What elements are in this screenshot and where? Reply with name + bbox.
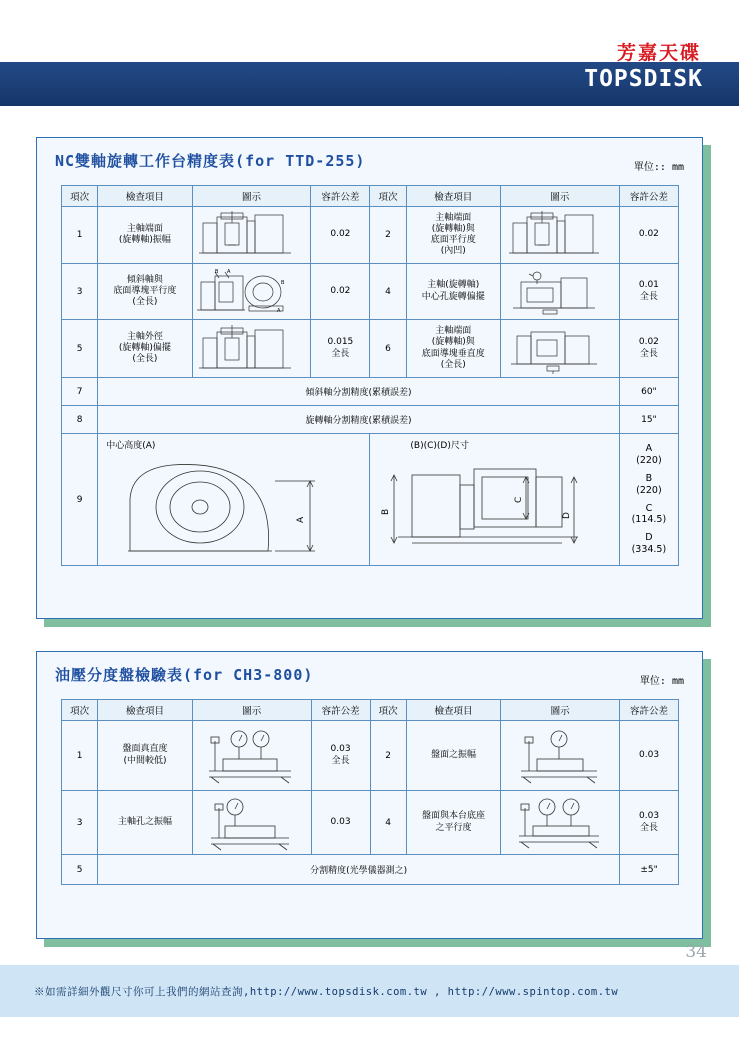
dimension-caption-left: 中心高度(A) [106, 440, 156, 451]
tolerance-value: 0.03 [639, 749, 660, 760]
row-no: 4 [370, 264, 406, 320]
row-item-line: (內凹) [440, 246, 466, 257]
tolerance-cell: 60" [619, 378, 678, 406]
table-row [62, 855, 679, 885]
tolerance-note: 全長 [331, 348, 350, 359]
svg-text:A: A [276, 307, 280, 314]
col-header-fig-right: 圖示 [501, 700, 620, 721]
table-row [62, 406, 679, 434]
col-header-no-right: 項次 [370, 186, 406, 207]
figure-cell [192, 721, 311, 791]
dimension-mark-b: B [381, 508, 392, 515]
tolerance-note: 全長 [331, 755, 350, 766]
col-header-item-left: 檢查項目 [98, 700, 192, 721]
dial-gauge-setup-icon [503, 794, 613, 852]
svg-text:B: B [214, 268, 218, 275]
tolerance-value: 0.02 [330, 229, 351, 240]
footer-note: ※如需詳細外觀尺寸你可上我們的網站查詢,http://www.topsdisk.com.tw , http://www.spintop.com.tw [34, 986, 619, 998]
row-no: 5 [62, 320, 98, 378]
col-header-tol-right: 容許公差 [620, 700, 679, 721]
row-no: 4 [370, 791, 406, 855]
tolerance-cell: 15" [619, 406, 678, 434]
figure-cell [500, 264, 619, 320]
row-item-wide: 旋轉軸分割精度(累積誤差) [98, 406, 620, 434]
row-item-line: (全長) [132, 354, 158, 365]
row-no: 2 [370, 207, 406, 264]
tolerance-cell [311, 207, 370, 264]
tolerance-cell [619, 264, 678, 320]
row-item-line: 盤面之振幅 [430, 749, 476, 760]
row-item [98, 721, 192, 791]
panel-ch3-800 [36, 651, 703, 939]
row-item-line: 盤面真直度 [122, 744, 168, 755]
figure-cell [501, 721, 620, 791]
row-item-line: 主軸端面 [435, 212, 472, 223]
row-item [406, 791, 500, 855]
brand-chinese-logo: 芳嘉天碟 [616, 42, 701, 64]
dimension-mark-d: D [562, 511, 573, 519]
row-item-wide: 傾斜軸分割精度(累積誤差) [98, 378, 620, 406]
figure-cell [192, 264, 311, 320]
tolerance-value: 0.02 [638, 229, 659, 240]
row-item [406, 721, 500, 791]
row-item [406, 320, 500, 378]
tolerance-cell [620, 791, 679, 855]
tolerance-cell [619, 320, 678, 378]
row-item-line: 底面平行度 [430, 235, 476, 245]
tolerance-value: 0.03 [330, 744, 351, 755]
dial-gauge-setup-icon [195, 725, 305, 787]
panel-2-unit: 單位: mm [639, 676, 684, 687]
svg-text:B: B [280, 279, 284, 286]
machine-diagram-icon [503, 209, 613, 261]
row-item-line: (全長) [132, 297, 158, 308]
dimension-d [620, 529, 678, 559]
col-header-item-left: 檢查項目 [98, 186, 192, 207]
row-item [406, 207, 500, 264]
row-no: 1 [62, 207, 98, 264]
table-row [62, 791, 679, 855]
table-row [62, 207, 679, 264]
row-item [98, 791, 192, 855]
figure-cell [192, 320, 311, 378]
tolerance-value: 0.02 [330, 285, 351, 296]
tolerance-value: 0.03 [639, 811, 660, 822]
col-header-item-right: 檢查項目 [406, 186, 500, 207]
dimension-figure-left [98, 434, 370, 566]
machine-diagram-icon [195, 322, 305, 376]
dimension-mark-c: C [514, 496, 525, 503]
dial-gauge-setup-icon [503, 725, 613, 787]
dimension-a [620, 440, 678, 470]
dimension-caption-right: (B)(C)(D)尺寸 [410, 440, 469, 451]
col-header-no-right: 項次 [370, 700, 406, 721]
dimension-values-cell [619, 434, 678, 566]
row-item-line: 主軸外徑 [126, 331, 163, 342]
tolerance-note: 全長 [639, 348, 658, 359]
dimension-a-label: A [645, 443, 653, 454]
row-no: 3 [62, 791, 98, 855]
tolerance-value: 0.02 [638, 337, 659, 348]
panel-1-title: NC雙軸旋轉工作台精度表(for TTD-255) [55, 152, 366, 170]
dimension-b-label: B [645, 472, 653, 484]
row-no: 1 [62, 721, 98, 791]
brand-english-logo: TOPSDISK [584, 66, 703, 92]
tolerance-cell [311, 721, 370, 791]
tolerance-value: 0.015 [327, 337, 354, 348]
table-ttd-255 [61, 185, 679, 566]
row-item-line: (旋轉軸)振幅 [118, 235, 171, 245]
figure-cell [500, 320, 619, 378]
tolerance-value: 0.01 [638, 280, 659, 291]
row-item [406, 264, 500, 320]
dimension-d-label: D [645, 532, 653, 544]
row-item-line: 主軸孔之振幅 [118, 816, 173, 827]
figure-cell [192, 207, 311, 264]
row-item [98, 320, 192, 378]
panel-1-unit: 單位:: mm [633, 162, 684, 173]
col-header-fig-left: 圖示 [192, 186, 311, 207]
machine-side-view-icon [100, 451, 358, 563]
figure-cell [500, 207, 619, 264]
row-item-line: 底面導塊平行度 [113, 285, 177, 296]
dimension-c-label: C [645, 502, 653, 514]
machine-diagram-icon [503, 266, 613, 318]
svg-text:A: A [226, 268, 230, 275]
row-item-line: (旋轉軸)與 [431, 337, 475, 348]
table-row [62, 721, 679, 791]
table-header-row [62, 186, 679, 207]
table-header-row [62, 700, 679, 721]
row-item-line: (中間較低) [123, 755, 167, 766]
row-item-line: 主軸(旋轉軸) [427, 280, 480, 291]
col-header-fig-left: 圖示 [192, 700, 311, 721]
tolerance-note: 全長 [639, 291, 658, 302]
dimension-c [620, 500, 678, 530]
dimension-b-value: (220) [636, 484, 662, 496]
machine-diagram-icon [195, 266, 305, 318]
panel-2-title: 油壓分度盤檢驗表(for CH3-800) [55, 666, 314, 684]
figure-cell [192, 791, 311, 855]
figure-cell [501, 791, 620, 855]
row-item-line: (旋轉軸)與 [431, 223, 475, 234]
dimension-b [620, 470, 678, 500]
dimension-c-value: (114.5) [631, 514, 667, 526]
row-item-line: 底面導塊垂直度 [421, 348, 485, 359]
col-header-tol-left: 容許公差 [311, 700, 370, 721]
page-number: 34 [685, 942, 707, 962]
row-item-line: 盤面與本台底座 [421, 811, 485, 822]
col-header-tol-right: 容許公差 [619, 186, 678, 207]
table-row-dimensions [62, 434, 679, 566]
row-item-line: 中心孔旋轉偏擺 [421, 291, 485, 302]
row-item-line: 主軸端面 [126, 223, 163, 234]
row-no: 7 [62, 378, 98, 406]
dial-gauge-setup-icon [195, 794, 305, 852]
table-row [62, 320, 679, 378]
dimension-mark-a: A [296, 516, 307, 523]
row-item-line: 之平行度 [435, 822, 472, 833]
row-no: 2 [370, 721, 406, 791]
row-no: 5 [62, 855, 98, 885]
col-header-item-right: 檢查項目 [406, 700, 500, 721]
dimension-figure-right [370, 434, 619, 566]
row-no: 3 [62, 264, 98, 320]
col-header-no-left: 項次 [62, 700, 98, 721]
tolerance-cell [311, 320, 370, 378]
row-item [98, 264, 192, 320]
machine-diagram-icon [195, 209, 305, 261]
tolerance-value: 0.03 [330, 816, 351, 827]
row-no: 6 [370, 320, 406, 378]
tolerance-cell: ±5" [620, 855, 679, 885]
row-item-line: (旋轉軸)偏擺 [118, 342, 171, 353]
dimension-d-value: (334.5) [631, 544, 667, 556]
tolerance-cell [619, 207, 678, 264]
dimension-a-value: (220) [636, 454, 662, 466]
tolerance-note: 全長 [640, 822, 659, 833]
machine-front-view-icon [378, 451, 614, 563]
row-no: 8 [62, 406, 98, 434]
panel-ttd-255 [36, 137, 703, 619]
tolerance-cell [311, 264, 370, 320]
row-item-wide: 分割精度(光學儀器測之) [98, 855, 620, 885]
table-row [62, 378, 679, 406]
table-row [62, 264, 679, 320]
row-item [98, 207, 192, 264]
row-item-line: 主軸端面 [435, 326, 472, 336]
row-no: 9 [62, 434, 98, 566]
tolerance-cell [620, 721, 679, 791]
tolerance-cell [311, 791, 370, 855]
table-ch3-800 [61, 699, 679, 885]
row-item-line: (全長) [440, 359, 466, 370]
machine-diagram-icon [503, 322, 613, 376]
col-header-tol-left: 容許公差 [311, 186, 370, 207]
col-header-no-left: 項次 [62, 186, 98, 207]
row-item-line: 傾斜軸與 [126, 274, 163, 285]
col-header-fig-right: 圖示 [500, 186, 619, 207]
